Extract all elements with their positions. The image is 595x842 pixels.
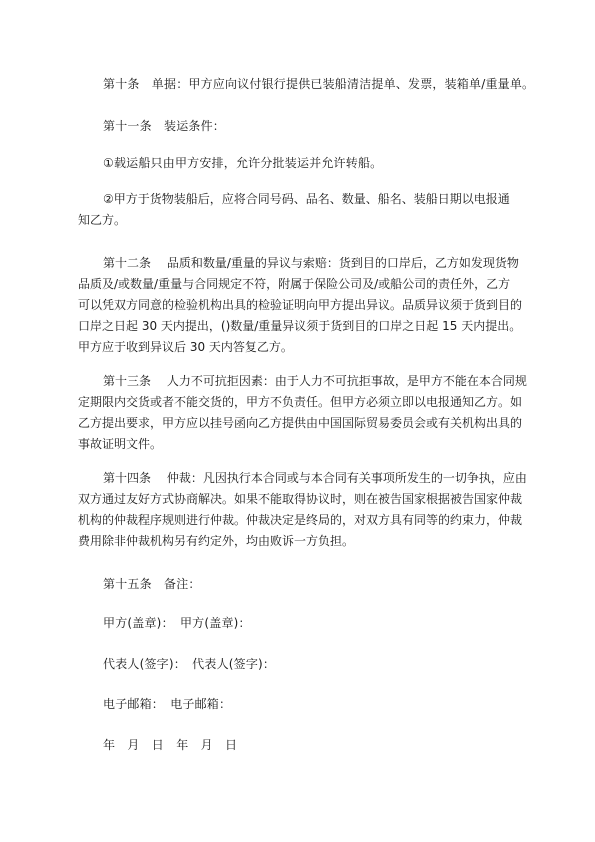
clause-12-line: 第十二条 品质和数量/重量的异议与索赔：货到目的口岸后，乙方如发现货物 <box>103 256 519 270</box>
signature-email-line: 电子邮箱： 电子邮箱： <box>103 697 232 711</box>
clause-10: 第十条 单据：甲方应向议付银行提供已装船清洁提单、发票，装箱单/重量单。 <box>103 77 535 91</box>
clause-14 <box>78 468 530 552</box>
clause-12-line: 口岸之日起 30 天内提出，()数量/重量异议须于货到目的口岸之日起 15 天内提出。 <box>78 319 522 333</box>
clause-11-item-1: ①载运船只由甲方安排，允许分批装运并允许转船。 <box>103 156 383 170</box>
clause-13 <box>78 371 530 455</box>
clause-14-line: 双方通过友好方式协商解决。如果不能取得协议时，则在被告国家根据被告国家仲裁 <box>78 492 523 506</box>
clause-11-item-2-line: 知乙方。 <box>78 213 127 227</box>
clause-14-line: 机构的仲裁程序规则进行仲裁。仲裁决定是终局的，对双方具有同等的约束力，仲裁 <box>78 513 523 527</box>
clause-11-item-2-line: ②甲方于货物装船后，应将合同号码、品名、数量、船名、装船日期以电报通 <box>103 192 510 206</box>
clause-11-item-2 <box>78 189 530 231</box>
clause-12-line: 品质及/或数量/重量与合同规定不符，附属于保险公司及/或船公司的责任外，乙方 <box>78 277 511 291</box>
clause-12-line: 甲方应于收到异议后 30 天内答复乙方。 <box>78 340 293 354</box>
signature-representative-line: 代表人(签字)： 代表人(签字)： <box>103 657 276 671</box>
clause-14-line: 第十四条 仲裁：凡因执行本合同或与本合同有关事项所发生的一切争执，应由 <box>103 471 527 485</box>
clause-13-line: 定期限内交货或者不能交货的，甲方不负责任。但甲方必须立即以电报通知乙方。如 <box>78 395 523 409</box>
clause-11-title: 第十一条 装运条件： <box>103 119 226 133</box>
clause-13-line: 事故证明文件。 <box>78 437 163 451</box>
clause-13-line: 第十三条 人力不可抗拒因素：由于人力不可抗拒事故，是甲方不能在本合同规 <box>103 374 527 388</box>
clause-13-line: 乙方提出要求，甲方应以挂号函向乙方提供由中国国际贸易委员会或有关机构出具的 <box>78 416 523 430</box>
clause-12-line: 可以凭双方同意的检验机构出具的检验证明向甲方提出异议。品质异议须于货到目的 <box>78 298 523 312</box>
clause-15-title: 第十五条 备注： <box>103 577 201 591</box>
signature-date-line: 年 月 日 年 月 日 <box>103 738 238 752</box>
clause-14-line: 费用除非仲裁机构另有约定外，均由败诉一方负担。 <box>78 534 355 548</box>
signature-party-line: 甲方(盖章)： 甲方(盖章)： <box>103 616 251 630</box>
clause-12 <box>78 253 530 358</box>
